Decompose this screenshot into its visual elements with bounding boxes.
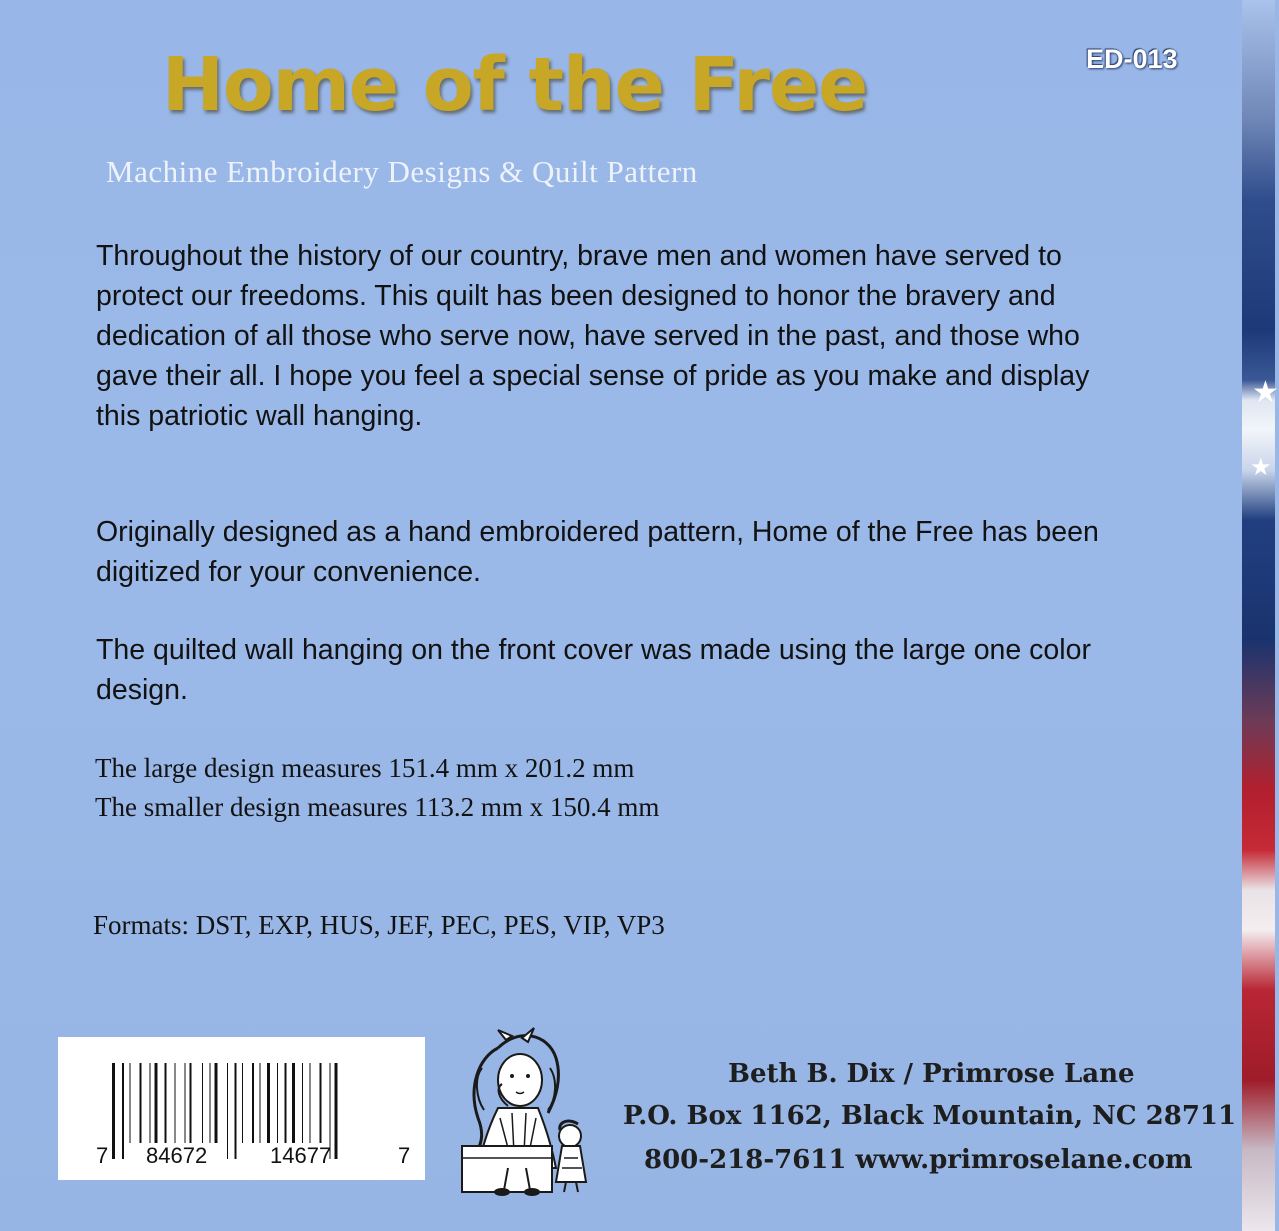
contact-phone-website: 800-218-7611 www.primroselane.com [644, 1145, 1193, 1175]
contact-name: Beth B. Dix / Primrose Lane [728, 1059, 1135, 1089]
formats-list: Formats: DST, EXP, HUS, JEF, PEC, PES, VIP, VP3 [93, 910, 665, 940]
barcode-trail-digit: 7 [398, 1143, 411, 1168]
flag-edge-strip [1242, 0, 1275, 1231]
product-subtitle: Machine Embroidery Designs & Quilt Pattern [106, 154, 698, 189]
girl-with-doll-illustration [438, 1018, 618, 1198]
barcode [58, 1037, 425, 1180]
description-paragraph: The quilted wall hanging on the front cover was made using the large one color design. [96, 634, 1091, 706]
flag-star-icon: ★ [1250, 453, 1272, 481]
measurement-small: The smaller design measures 113.2 mm x 150.4 mm [95, 792, 660, 822]
description-paragraph: Throughout the history of our country, brave men and women have served to protect our freedoms. This quilt has been designed to honor the bravery and dedication of all those who serve now, have served in the past, and those who gave their all. I hope you feel a special sense of pride as you make and display this patriotic wall hanging. [96, 240, 1090, 432]
product-title: Home of the Free [162, 42, 868, 128]
flag-star-icon: ★ [1252, 375, 1279, 410]
measurement-large: The large design measures 151.4 mm x 201.2 mm [95, 753, 635, 783]
product-code: ED-013 [1086, 44, 1178, 74]
description-paragraph: Originally designed as a hand embroidered pattern, Home of the Free has been digitized for your convenience. [96, 516, 1099, 588]
contact-address: P.O. Box 1162, Black Mountain, NC 28711 [623, 1101, 1237, 1131]
barcode-left-digits: 84672 [146, 1143, 208, 1168]
barcode-bars [58, 1037, 425, 1180]
barcode-right-digits: 14677 [270, 1143, 332, 1168]
barcode-lead-digit: 7 [96, 1143, 109, 1168]
